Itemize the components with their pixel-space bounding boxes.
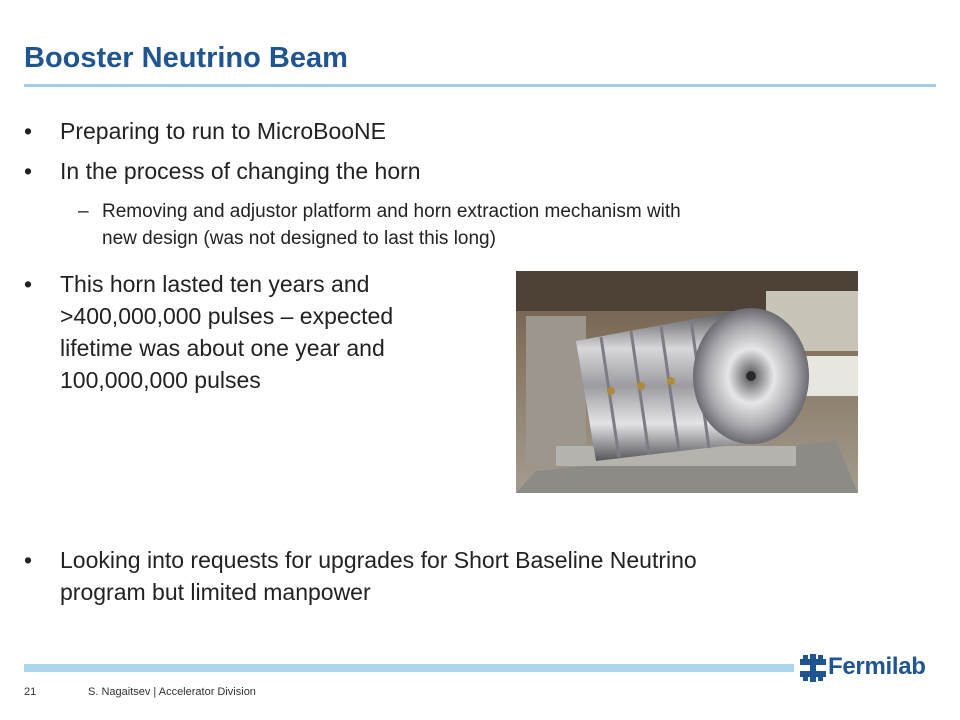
fermilab-logo-text: Fermilab <box>828 653 926 680</box>
sub-bullet-line: Removing and adjustor platform and horn extraction mechanism with <box>102 201 681 222</box>
footer-divider <box>24 664 794 672</box>
sub-bullet-text <box>102 198 922 252</box>
bullet-text: Preparing to run to MicroBooNE <box>60 118 386 144</box>
bullet-text: In the process of changing the horn <box>60 158 421 184</box>
bullet-text <box>60 268 393 396</box>
slide-title: Booster Neutrino Beam <box>24 42 348 74</box>
bullet-line: program but limited manpower <box>60 579 371 605</box>
bullet-marker: • <box>24 271 33 297</box>
bullet-marker: • <box>24 547 33 573</box>
fermilab-logo-icon <box>800 654 826 682</box>
bullet-line: Looking into requests for upgrades for Short Baseline Neutrino <box>60 547 697 573</box>
sub-bullet-marker: – <box>78 201 89 222</box>
bullet-marker: • <box>24 158 33 184</box>
title-divider <box>24 84 936 87</box>
page-number: 21 <box>24 686 37 698</box>
bullet-line: 100,000,000 pulses <box>60 367 261 393</box>
bullet-marker: • <box>24 118 33 144</box>
bullet-line: lifetime was about one year and <box>60 335 385 361</box>
bullet-text <box>60 544 697 608</box>
bullet-line: >400,000,000 pulses – expected <box>60 303 394 329</box>
footer-author: S. Nagaitsev | Accelerator Division <box>88 686 256 698</box>
sub-bullet-line: new design (was not designed to last this long) <box>102 228 496 249</box>
fermilab-logo <box>800 651 942 683</box>
bullet-line: This horn lasted ten years and <box>60 271 370 297</box>
horn-photo <box>516 271 858 493</box>
